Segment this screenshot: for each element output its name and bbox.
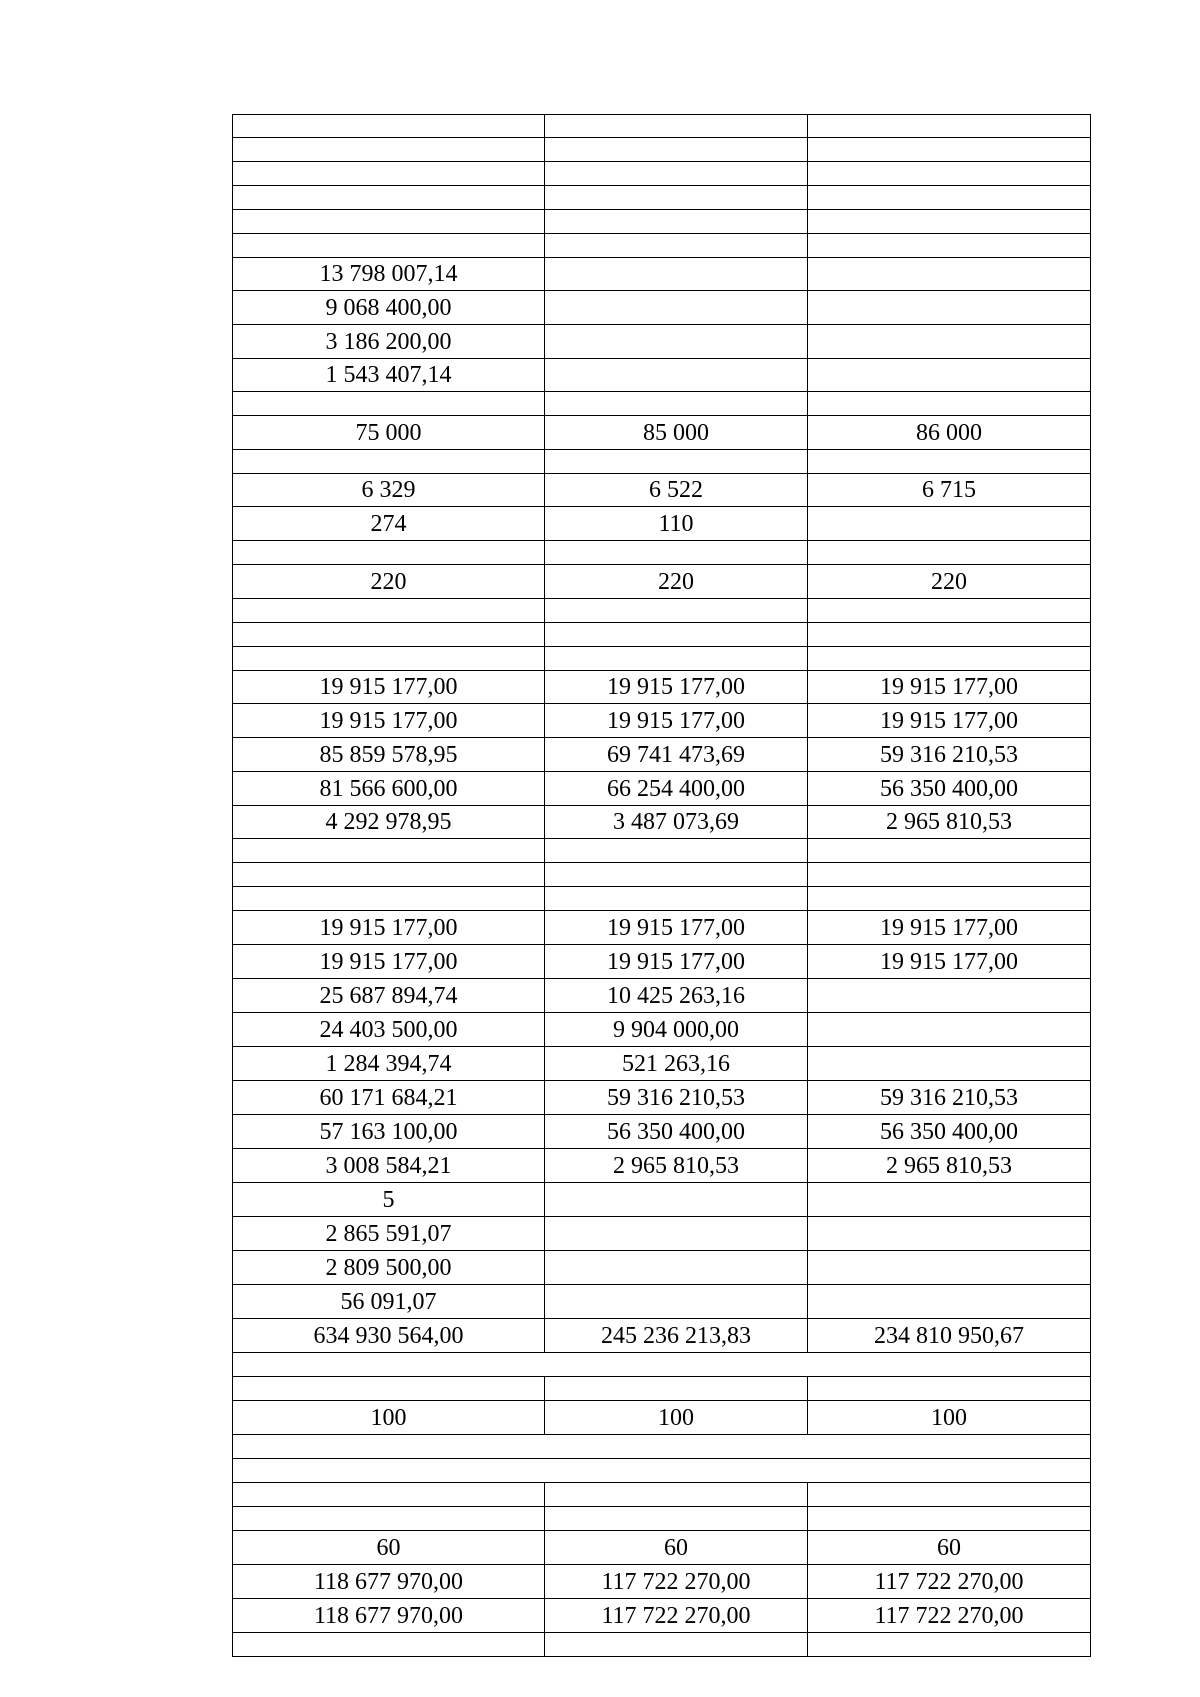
table-row [233,115,1091,138]
table-cell: 19 915 177,00 [233,671,545,704]
table-row [233,1183,1091,1217]
table-cell: 60 [808,1531,1091,1565]
table-cell: 9 904 000,00 [545,1013,808,1047]
table-cell [808,1183,1091,1217]
table-row [233,623,1091,647]
table-cell [808,258,1091,291]
table-row [233,839,1091,863]
table-cell [545,234,808,258]
table-cell: 1 284 394,74 [233,1047,545,1081]
table-cell [545,258,808,291]
table-cell: 2 965 810,53 [808,806,1091,839]
table-row [233,1435,1091,1459]
table-cell [808,234,1091,258]
table-row [233,1217,1091,1251]
table-row [233,911,1091,945]
table-cell: 25 687 894,74 [233,979,545,1013]
table-cell: 56 350 400,00 [808,772,1091,806]
table-cell [808,647,1091,671]
table-cell: 220 [545,565,808,599]
table-cell: 24 403 500,00 [233,1013,545,1047]
table-cell [233,1459,1091,1483]
table-cell: 274 [233,507,545,541]
table-cell [233,186,545,210]
table-cell [545,623,808,647]
table-cell: 3 487 073,69 [545,806,808,839]
table-cell: 117 722 270,00 [808,1565,1091,1599]
table-cell [808,1251,1091,1285]
table-cell [545,647,808,671]
table-cell [808,1285,1091,1319]
table-row [233,1251,1091,1285]
table-cell [233,450,545,474]
table-cell [545,839,808,863]
table-cell: 118 677 970,00 [233,1599,545,1633]
data-table-body [233,115,1091,1657]
table-row [233,887,1091,911]
table-cell [233,1377,545,1401]
table-cell [233,599,545,623]
table-cell: 118 677 970,00 [233,1565,545,1599]
table-cell: 19 915 177,00 [233,945,545,979]
table-cell [545,392,808,416]
table-row [233,1115,1091,1149]
table-row [233,806,1091,839]
table-cell [808,1047,1091,1081]
table-cell [233,1435,1091,1459]
table-cell [808,541,1091,565]
table-cell [233,887,545,911]
table-cell: 19 915 177,00 [808,945,1091,979]
table-cell: 59 316 210,53 [808,738,1091,772]
table-cell [233,234,545,258]
table-cell: 117 722 270,00 [545,1599,808,1633]
table-row [233,1599,1091,1633]
table-cell: 6 329 [233,474,545,507]
table-row [233,359,1091,392]
table-cell: 521 263,16 [545,1047,808,1081]
table-cell: 9 068 400,00 [233,291,545,325]
table-row [233,704,1091,738]
table-cell: 60 171 684,21 [233,1081,545,1115]
table-cell [808,162,1091,186]
table-cell [545,1633,808,1657]
table-cell: 117 722 270,00 [808,1599,1091,1633]
table-cell [233,1483,545,1507]
table-cell [808,1483,1091,1507]
table-cell [545,599,808,623]
table-row [233,979,1091,1013]
table-cell: 59 316 210,53 [545,1081,808,1115]
table-cell [545,863,808,887]
table-row [233,1013,1091,1047]
table-cell [233,1507,545,1531]
table-cell: 19 915 177,00 [808,671,1091,704]
table-cell [808,1633,1091,1657]
table-cell [233,839,545,863]
table-cell: 19 915 177,00 [545,704,808,738]
table-cell [233,541,545,565]
table-cell: 2 865 591,07 [233,1217,545,1251]
table-row [233,1319,1091,1353]
table-cell [545,325,808,359]
table-cell [808,1013,1091,1047]
table-row [233,1507,1091,1531]
table-cell: 19 915 177,00 [233,704,545,738]
table-cell: 100 [233,1401,545,1435]
data-table [232,114,1091,1657]
table-cell [233,623,545,647]
table-cell [808,1217,1091,1251]
table-cell: 69 741 473,69 [545,738,808,772]
table-cell [808,186,1091,210]
table-row [233,1377,1091,1401]
table-cell [545,138,808,162]
table-cell: 220 [233,565,545,599]
table-cell: 86 000 [808,416,1091,450]
table-cell: 117 722 270,00 [545,1565,808,1599]
table-cell [545,1377,808,1401]
table-cell [808,839,1091,863]
table-cell: 2 809 500,00 [233,1251,545,1285]
table-cell [233,1633,545,1657]
table-row [233,671,1091,704]
table-row [233,162,1091,186]
table-cell [808,291,1091,325]
table-row [233,541,1091,565]
table-cell [808,1507,1091,1531]
table-row [233,474,1091,507]
table-cell: 110 [545,507,808,541]
table-cell [545,1217,808,1251]
table-cell [545,359,808,392]
table-cell [233,138,545,162]
table-cell: 245 236 213,83 [545,1319,808,1353]
table-cell: 19 915 177,00 [233,911,545,945]
table-cell [545,1251,808,1285]
table-cell: 56 350 400,00 [545,1115,808,1149]
table-cell: 81 566 600,00 [233,772,545,806]
table-cell: 2 965 810,53 [808,1149,1091,1183]
table-row [233,599,1091,623]
table-row [233,1353,1091,1377]
table-row [233,1149,1091,1183]
table-row [233,945,1091,979]
table-row [233,1565,1091,1599]
table-cell: 19 915 177,00 [808,704,1091,738]
table-cell: 13 798 007,14 [233,258,545,291]
table-row [233,450,1091,474]
table-cell [545,541,808,565]
table-cell [233,115,545,138]
table-cell: 5 [233,1183,545,1217]
table-row [233,507,1091,541]
table-cell: 60 [233,1531,545,1565]
table-cell: 75 000 [233,416,545,450]
table-cell [233,162,545,186]
table-cell [808,359,1091,392]
table-cell: 6 522 [545,474,808,507]
table-cell [808,325,1091,359]
table-row [233,210,1091,234]
table-cell [808,392,1091,416]
table-row [233,1531,1091,1565]
table-cell [233,1353,1091,1377]
table-cell [545,186,808,210]
table-cell [808,1377,1091,1401]
table-cell [545,162,808,186]
table-cell: 3 186 200,00 [233,325,545,359]
table-row [233,138,1091,162]
table-cell [233,392,545,416]
table-cell [233,863,545,887]
table-cell [808,138,1091,162]
table-row [233,1633,1091,1657]
table-row [233,738,1091,772]
table-cell [233,647,545,671]
table-cell: 19 915 177,00 [545,911,808,945]
table-cell: 634 930 564,00 [233,1319,545,1353]
table-cell: 57 163 100,00 [233,1115,545,1149]
table-cell: 234 810 950,67 [808,1319,1091,1353]
table-cell: 19 915 177,00 [545,945,808,979]
table-cell [545,1183,808,1217]
table-row [233,416,1091,450]
table-row [233,1483,1091,1507]
table-row [233,863,1091,887]
table-cell: 66 254 400,00 [545,772,808,806]
table-cell [545,115,808,138]
table-cell: 60 [545,1531,808,1565]
table-cell: 56 091,07 [233,1285,545,1319]
table-cell: 220 [808,565,1091,599]
table-cell [545,1483,808,1507]
table-cell [545,1507,808,1531]
table-cell [808,599,1091,623]
table-cell: 2 965 810,53 [545,1149,808,1183]
table-row [233,291,1091,325]
table-cell [545,1285,808,1319]
table-cell: 56 350 400,00 [808,1115,1091,1149]
table-cell [808,210,1091,234]
table-cell: 4 292 978,95 [233,806,545,839]
table-cell: 85 859 578,95 [233,738,545,772]
table-row [233,1285,1091,1319]
table-cell [808,863,1091,887]
table-cell: 19 915 177,00 [545,671,808,704]
table-cell: 1 543 407,14 [233,359,545,392]
table-row [233,1401,1091,1435]
table-cell: 3 008 584,21 [233,1149,545,1183]
table-cell: 85 000 [545,416,808,450]
table-cell [808,450,1091,474]
table-cell [545,210,808,234]
table-row [233,772,1091,806]
table-row [233,647,1091,671]
table-row [233,392,1091,416]
table-cell [545,450,808,474]
table-cell: 10 425 263,16 [545,979,808,1013]
table-cell: 59 316 210,53 [808,1081,1091,1115]
table-cell [808,507,1091,541]
table-row [233,234,1091,258]
table-row [233,186,1091,210]
table-row [233,565,1091,599]
table-cell [808,887,1091,911]
table-cell [808,623,1091,647]
table-row [233,325,1091,359]
table-cell [808,115,1091,138]
table-cell: 100 [545,1401,808,1435]
table-row [233,1047,1091,1081]
table-cell: 6 715 [808,474,1091,507]
table-cell: 19 915 177,00 [808,911,1091,945]
table-cell [545,887,808,911]
table-row [233,1081,1091,1115]
table-cell [808,979,1091,1013]
table-cell: 100 [808,1401,1091,1435]
table-row [233,258,1091,291]
table-row [233,1459,1091,1483]
table-cell [233,210,545,234]
table-cell [545,291,808,325]
